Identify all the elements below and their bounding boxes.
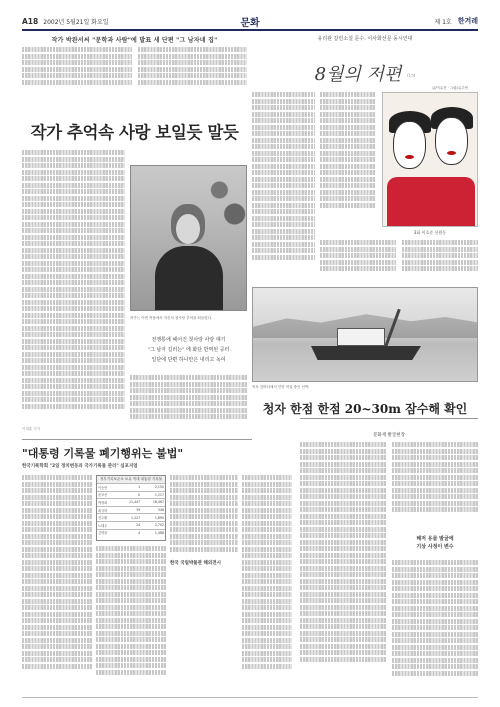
table-cell: 1,895 <box>141 514 165 522</box>
serial-number: (15) <box>407 72 416 78</box>
table-cell: 0 <box>117 491 141 499</box>
author-photo <box>130 165 247 311</box>
illustration-caption: 3화 이호준 선원동 <box>413 230 447 235</box>
lede-column <box>138 47 248 92</box>
serial-body <box>252 92 315 282</box>
masthead <box>22 14 478 28</box>
ship-headline: 청자 한점 한점 20~30m 잠수해 확인 <box>262 402 468 416</box>
excavation-subhead: 문화재 발굴현장 <box>373 433 405 438</box>
table-cell: 윤보선 <box>97 491 117 499</box>
masthead-rule <box>22 29 478 31</box>
divider <box>22 439 252 440</box>
excavation-subhead-line: 해저 유물 발굴에 <box>416 536 454 542</box>
records-table-title: 정부기록보존소 보유 역대 대통령 기록물 <box>97 476 165 483</box>
table-cell: 1,227 <box>117 514 141 522</box>
ship-photo <box>252 287 478 382</box>
serial-illustration <box>382 92 478 227</box>
pullquote-line: "그 남자 길러는" 에 화단 반역된 공터 <box>147 347 230 353</box>
edition: 제 1호 <box>434 18 452 26</box>
issue-date: 2002년 5월21일 화요일 <box>43 18 109 26</box>
serial-novel <box>252 35 478 285</box>
masthead-right <box>434 16 478 26</box>
feature-body-continued <box>130 375 247 433</box>
pullquote-line: 일단에 단편 하나만은 내리고 녹여 <box>151 357 226 363</box>
museum-subhead: 한국 국립박물관 해외전시 <box>170 561 221 566</box>
table-cell: 11,447 <box>117 499 141 507</box>
feature-headline: 작가 추억속 사랑 보일듯 말듯 <box>30 123 239 142</box>
excavation-body <box>392 442 478 530</box>
table-cell: 전두환 <box>97 514 117 522</box>
table-cell: 김영삼 <box>97 529 117 536</box>
records-headline: "대통령 기록물 폐기행위는 불법" <box>22 447 184 460</box>
table-cell: 4 <box>117 529 141 536</box>
table-cell: 박정희 <box>97 499 117 507</box>
table-cell: 노태우 <box>97 521 117 529</box>
table-cell: 2,150 <box>141 484 165 492</box>
page-number: A18 <box>22 16 39 26</box>
excavation-body <box>300 442 386 692</box>
paper-logo: 한겨레 <box>457 16 478 25</box>
records-body <box>96 546 166 693</box>
table-cell: 1,488 <box>141 529 165 536</box>
table-cell: 346 <box>141 506 165 514</box>
feature-byline: 이재훈 기자 <box>22 427 41 431</box>
divider <box>300 418 478 419</box>
serial-column <box>320 240 396 282</box>
table-row <box>97 491 165 499</box>
mid-column <box>242 475 292 693</box>
section-title: 문화 <box>240 17 260 29</box>
pullquote-line: 전쟁통에 헤어진 첫사랑 사랑 얘기 <box>151 337 226 343</box>
records-subhead: 한국기록학회 "2일 정치변동과 국가기록물 관리" 심포지엄 <box>22 464 138 469</box>
records-body <box>22 475 92 693</box>
table-row <box>97 499 165 507</box>
table-cell: 최규하 <box>97 506 117 514</box>
serial-author: 글/이유진 · 그림/유주연 <box>431 86 468 90</box>
serial-body <box>320 92 376 222</box>
serial-kicker: 유리관 갈린소설 문수. 이사화선문 동시인대 <box>317 36 413 42</box>
table-row <box>97 529 165 536</box>
table-cell: 1,217 <box>141 491 165 499</box>
pullquote <box>130 335 247 365</box>
table-cell: 18,467 <box>141 499 165 507</box>
records-table <box>96 475 166 541</box>
table-row <box>97 484 165 492</box>
serial-title-text: 8월의 저편 <box>314 64 402 85</box>
serial-body-continued <box>320 240 478 282</box>
table-cell: 39 <box>117 506 141 514</box>
excavation-subhead-block <box>392 535 478 551</box>
records-table-grid <box>97 483 165 536</box>
records-body <box>170 475 238 693</box>
feature-kicker: 작가 박완서씨 "문학과 사람"에 발표 새 단편 "그 남자네 집" <box>51 37 218 44</box>
feature-article <box>22 35 247 433</box>
serial-column <box>402 240 478 282</box>
feature-body <box>22 150 125 432</box>
table-row <box>97 514 165 522</box>
author-photo-caption: 작가는 이번 작품에서 자신의 첫사랑 추억을 떠올렸다. <box>130 316 213 320</box>
table-cell: 이승만 <box>97 484 117 492</box>
excavation-body <box>392 560 478 692</box>
table-cell: 2,702 <box>141 521 165 529</box>
table-cell: 24 <box>117 521 141 529</box>
table-row <box>97 506 165 514</box>
lede-column <box>22 47 132 92</box>
table-row <box>97 521 165 529</box>
ship-photo-caption: 목포 앞바다에서 인양 작업 중인 선박. <box>252 385 310 389</box>
footer-rule <box>22 697 478 698</box>
excavation-subhead-line: 기상 사정이 변수 <box>416 544 454 550</box>
table-cell: 1 <box>117 484 141 492</box>
feature-lede <box>22 47 247 92</box>
